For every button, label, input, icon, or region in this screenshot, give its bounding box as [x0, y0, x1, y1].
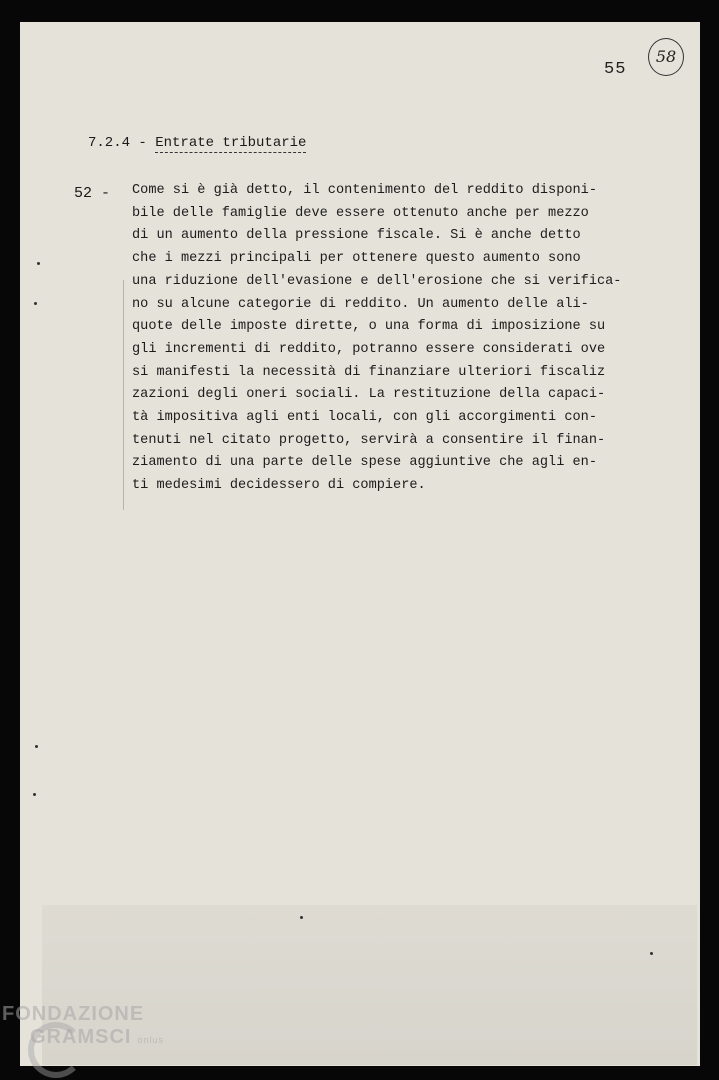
text-line: si manifesti la necessità di finanziare ulteriori fiscaliz [132, 364, 606, 380]
archive-number-circled: 58 [648, 38, 684, 76]
text-line: no su alcune categorie di reddito. Un aumento delle ali- [132, 296, 589, 312]
text-line: di un aumento della pressione fiscale. Si è anche detto [132, 228, 581, 244]
margin-line [123, 280, 124, 510]
section-heading [88, 135, 306, 151]
paper-speck [33, 793, 36, 796]
text-line: che i mezzi principali per ottenere questo aumento sono [132, 251, 581, 267]
paper-speck [650, 952, 653, 955]
page-number: 55 [604, 60, 627, 79]
section-number: 7.2.4 - [88, 135, 147, 151]
watermark [2, 1003, 164, 1049]
text-line: gli incrementi di reddito, potranno essere considerati ove [132, 341, 606, 357]
paper-speck [37, 262, 40, 265]
watermark-name: GRAMSCI [30, 1026, 132, 1048]
text-line: una riduzione dell'evasione e dell'erosione che si verifica- [132, 273, 622, 289]
text-line: quote delle imposte dirette, o una forma di imposizione su [132, 319, 606, 335]
text-line: Come si è già detto, il contenimento del reddito disponi- [132, 183, 597, 198]
text-line: ziamento di una parte delle spese aggiuntive che agli en- [132, 455, 597, 471]
paragraph-body [132, 180, 621, 498]
paper-speck [34, 302, 37, 305]
section-title: Entrate tributarie [155, 135, 307, 151]
watermark-suffix: onlus [137, 1035, 164, 1045]
watermark-line2 [30, 1026, 164, 1049]
paragraph-number: 52 - [74, 185, 111, 202]
text-line: tà impositiva agli enti locali, con gli accorgimenti con- [132, 410, 597, 426]
paper-speck [35, 745, 38, 748]
text-line: zazioni degli oneri sociali. La restituzione della capaci- [132, 387, 606, 403]
watermark-line1: FONDAZIONE [2, 1003, 145, 1025]
paper-speck [300, 916, 303, 919]
text-line: ti medesimi decidessero di compiere. [132, 478, 426, 494]
text-line: tenuti nel citato progetto, servirà a consentire il finan- [132, 432, 606, 448]
text-line: bile delle famiglie deve essere ottenuto anche per mezzo [132, 205, 589, 221]
